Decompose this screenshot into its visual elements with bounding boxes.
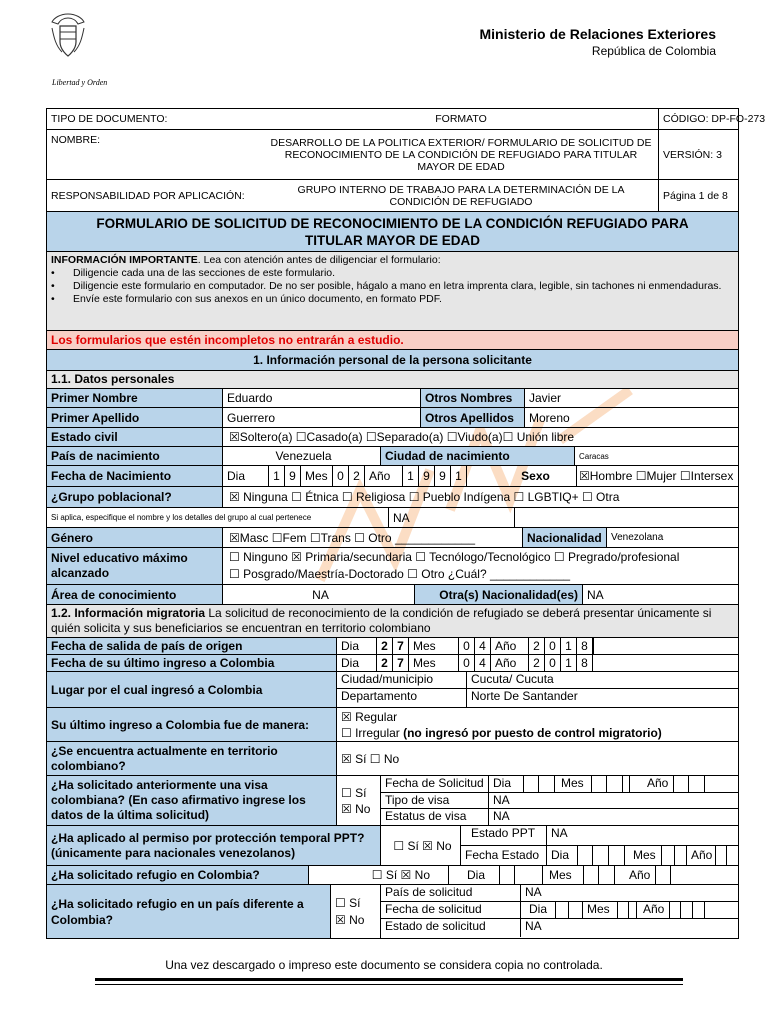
ref-pais-field[interactable]: NA bbox=[521, 885, 739, 902]
row-genero bbox=[46, 528, 739, 548]
modo-irregular-note: (no ingresó por puesto de control migratorio) bbox=[403, 725, 662, 740]
ministry-name: Ministerio de Relaciones Exteriores bbox=[479, 26, 716, 42]
section-1-2-text: La solicitud de reconocimiento de la condición de refugiado se deberá presentar únicamente si quién solicita y sus beneficiarios se encuentran en territorio colombiano bbox=[51, 606, 712, 635]
visa-mes-label: Mes bbox=[561, 776, 584, 790]
fecha-nac-anio-digit[interactable]: 1 bbox=[451, 466, 467, 486]
republic-name: República de Colombia bbox=[591, 44, 716, 58]
modo-regular: ☒ Regular bbox=[341, 709, 398, 724]
info-intro: . Lea con atención antes de diligenciar el formulario: bbox=[197, 254, 441, 266]
sexo-label: Sexo bbox=[467, 466, 577, 486]
refugio-col-mes-label: Mes bbox=[549, 868, 572, 882]
row-modo-ingreso bbox=[46, 708, 739, 742]
form-title: FORMULARIO DE SOLICITUD DE RECONOCIMIENTO DE LA CONDICIÓN REFUGIADO PARA TITULAR MAYOR DE EDAD bbox=[46, 212, 739, 252]
modo-irregular: ☐ Irregular bbox=[341, 725, 404, 740]
row-fecha-ingreso bbox=[46, 655, 739, 672]
nivel-options-line-2: ☐ Posgrado/Maestría-Doctorado ☐ Otro ¿Cuál? ____________ bbox=[229, 567, 571, 581]
doc-meta-row-3 bbox=[46, 180, 739, 212]
salida-label: Fecha de salida de país de origen bbox=[47, 638, 337, 654]
nivel-options[interactable] bbox=[223, 548, 739, 584]
fecha-nac-anio-digit[interactable]: 9 bbox=[419, 466, 435, 486]
otros-nombres-field[interactable]: Javier bbox=[529, 391, 562, 405]
row-primer-apellido bbox=[46, 408, 739, 428]
ppt-fecha-field[interactable] bbox=[547, 846, 739, 865]
salida-anio-label: Año bbox=[491, 638, 529, 654]
fecha-nac-mes-digit[interactable]: 0 bbox=[333, 466, 349, 486]
visa-tipo-label: Tipo de visa bbox=[381, 793, 489, 809]
salida-anio-digit[interactable]: 0 bbox=[545, 638, 561, 654]
genero-options[interactable]: ☒Masc ☐Fem ☐Trans ☐ Otro ____________ bbox=[223, 528, 523, 547]
ciudad-field[interactable]: Cucuta/ Cucuta bbox=[467, 672, 739, 689]
ppt-mes-label: Mes bbox=[633, 848, 656, 862]
refugio-col-fecha[interactable] bbox=[449, 866, 739, 884]
page-header bbox=[0, 0, 768, 100]
ppt-label: ¿Ha aplicado al permiso por protección temporal PPT? (únicamente para nacionales venezolanos) bbox=[47, 826, 381, 865]
row-grupo bbox=[46, 487, 739, 508]
fecha-nac-dia-digit[interactable]: 9 bbox=[285, 466, 301, 486]
ppt-fecha-label: Fecha Estado bbox=[461, 846, 547, 865]
section-1-1-title: 1.1. Datos personales bbox=[46, 371, 739, 389]
ref-pais-label: País de solicitud bbox=[381, 885, 521, 902]
motto: Libertad y Orden bbox=[52, 78, 108, 87]
footer-note: Una vez descargado o impreso este documento se considera copia no controlada. bbox=[165, 958, 603, 972]
visa-tipo-field[interactable]: NA bbox=[489, 793, 739, 809]
ingreso-dia-label: Dia bbox=[337, 655, 377, 671]
section-1-2-title bbox=[46, 605, 739, 638]
primer-apellido-label: Primer Apellido bbox=[47, 408, 223, 427]
row-estado-civil bbox=[46, 428, 739, 447]
info-title: INFORMACIÓN IMPORTANTE bbox=[51, 254, 198, 266]
visa-anio-label: Año bbox=[647, 776, 669, 790]
info-box: INFORMACIÓN IMPORTANTE. Lea con atención antes de diligenciar el formulario: • Diligencie cada una de las secciones de este formulario. • Diligencie este formulario en computador. De no ser posible, hágalo a mano en letra imprenta clara, legible, sin tachones ni enmendaduras. • Envíe este formulario con sus anexos en un único documento, en formato PDF. bbox=[46, 252, 739, 330]
row-refugio-colombia bbox=[46, 866, 739, 885]
tipo-value: FORMATO bbox=[264, 109, 659, 129]
doc-meta-row-2 bbox=[46, 130, 739, 180]
grupo-label: ¿Grupo poblacional? bbox=[47, 487, 223, 507]
salida-mes-digit[interactable]: 4 bbox=[475, 638, 491, 654]
ref-estado-label: Estado de solicitud bbox=[381, 919, 521, 937]
estado-civil-label: Estado civil bbox=[47, 428, 223, 446]
ref-fecha-label: Fecha de solicitud bbox=[381, 902, 521, 919]
nivel-options-line-1: ☐ Ninguno ☒ Primaria/secundaria ☐ Tecnólogo/Tecnológico ☐ Pregrado/profesional bbox=[229, 550, 680, 564]
refugio-col-label: ¿Ha solicitado refugio en Colombia? bbox=[47, 866, 309, 884]
lugar-label: Lugar por el cual ingresó a Colombia bbox=[47, 672, 337, 707]
salida-dia-digit[interactable]: 2 bbox=[377, 638, 393, 654]
ingreso-anio-digit[interactable]: 1 bbox=[561, 655, 577, 671]
tipo-label: TIPO DE DOCUMENTO: bbox=[51, 113, 168, 125]
info-bullet-1: Diligencie cada una de las secciones de este formulario. bbox=[73, 267, 336, 279]
coat-of-arms-logo bbox=[48, 12, 88, 62]
ingreso-anio-digit[interactable]: 0 bbox=[545, 655, 561, 671]
salida-mes-digit[interactable]: 0 bbox=[459, 638, 475, 654]
row-ppt bbox=[46, 826, 739, 866]
refugio-col-dia-label: Dia bbox=[467, 868, 486, 882]
nivel-label: Nivel educativo máximo alcanzado bbox=[47, 548, 223, 584]
ciudad-nac-label: Ciudad de nacimiento bbox=[381, 447, 575, 465]
pagina: Página 1 de 8 bbox=[663, 189, 728, 202]
ppt-estado-field[interactable]: NA bbox=[547, 826, 739, 846]
version: VERSIÓN: 3 bbox=[663, 148, 722, 161]
ingreso-mes-digit[interactable]: 4 bbox=[475, 655, 491, 671]
visa-estatus-label: Estatus de visa bbox=[381, 809, 489, 825]
doc-meta-row-1 bbox=[46, 108, 766, 130]
nombre-value: DESARROLLO DE LA POLITICA EXTERIOR/ FORMULARIO DE SOLICITUD DE RECONOCIMIENTO DE LA CONDICIÓN DE REFUGIADO PARA TITULAR MAYOR DE EDAD bbox=[264, 130, 659, 179]
row-primer-nombre bbox=[46, 389, 739, 408]
visa-no: ☒ No bbox=[341, 801, 371, 816]
salida-mes-label: Mes bbox=[409, 638, 459, 654]
primer-nombre-field[interactable]: Eduardo bbox=[223, 389, 421, 407]
genero-label: Género bbox=[47, 528, 223, 547]
otros-nombres-label: Otros Nombres bbox=[421, 389, 525, 407]
codigo: CÓDIGO: DP-FO-273 bbox=[663, 113, 766, 125]
row-lugar-ingreso bbox=[46, 672, 739, 708]
section-1-title: 1. Información personal de la persona solicitante bbox=[46, 350, 739, 371]
footer-rule bbox=[95, 978, 683, 981]
row-area bbox=[46, 585, 739, 605]
visa-estatus-field[interactable]: NA bbox=[493, 809, 510, 823]
ppt-options[interactable]: ☐ Sí ☒ No bbox=[381, 826, 461, 865]
ingreso-dia-digit[interactable]: 2 bbox=[377, 655, 393, 671]
ingreso-dia-digit[interactable]: 7 bbox=[393, 655, 409, 671]
territorio-options[interactable]: ☒ Sí ☐ No bbox=[341, 751, 400, 766]
area-field[interactable]: NA bbox=[223, 585, 415, 604]
grupo-detalle-field[interactable]: NA bbox=[389, 508, 515, 527]
otras-nac-field[interactable]: NA bbox=[587, 587, 604, 602]
ppt-dia-label: Dia bbox=[551, 848, 570, 862]
grupo-options[interactable]: ☒ Ninguna ☐ Étnica ☐ Religiosa ☐ Pueblo Indígena ☐ LGBTIQ+ ☐ Otra bbox=[229, 490, 620, 504]
visa-si: ☐ Sí bbox=[341, 785, 367, 800]
row-pais-nacimiento bbox=[46, 447, 739, 466]
row-fecha-nacimiento bbox=[46, 466, 739, 487]
ref-estado-field[interactable]: NA bbox=[525, 919, 542, 933]
row-refugio-otro bbox=[46, 885, 739, 939]
fecha-nac-mes-digit[interactable]: 2 bbox=[349, 466, 365, 486]
ingreso-anio-digit[interactable]: 8 bbox=[577, 655, 593, 671]
nombre-label: NOMBRE: bbox=[51, 134, 101, 146]
pais-nac-label: País de nacimiento bbox=[47, 447, 223, 465]
estado-civil-options[interactable]: ☒Soltero(a) ☐Casado(a) ☐Separado(a) ☐Viudo(a)☐ Unión libre bbox=[229, 430, 575, 444]
fecha-nac-mes-label: Mes bbox=[301, 466, 333, 486]
refugio-otro-si: ☐ Sí bbox=[335, 895, 361, 910]
modo-label: Su último ingreso a Colombia fue de manera: bbox=[47, 708, 337, 741]
refugio-col-options[interactable]: ☐ Sí ☒ No bbox=[309, 866, 449, 884]
grupo-detalle-label: Si aplica, especifique el nombre y los detalles del grupo al cual pertenece bbox=[47, 508, 389, 527]
area-label: Área de conocimiento bbox=[47, 585, 223, 604]
salida-dia-digit[interactable]: 7 bbox=[393, 638, 409, 654]
primer-apellido-field[interactable]: Guerrero bbox=[223, 408, 421, 427]
ppt-estado-label: Estado PPT bbox=[461, 826, 547, 846]
info-bullet-3: Envíe este formulario con sus anexos en un único documento, en formato PDF. bbox=[73, 293, 442, 305]
refugio-otro-label: ¿Ha solicitado refugio en un país diferente a Colombia? bbox=[47, 885, 331, 938]
refugio-col-anio-label: Año bbox=[629, 868, 651, 882]
visa-label: ¿Ha solicitado anteriormente una visa colombiana? (En caso afirmativo ingrese los datos de la última solicitud) bbox=[47, 776, 337, 825]
territorio-label: ¿Se encuentra actualmente en territorio colombiano? bbox=[47, 742, 337, 775]
modo-options[interactable] bbox=[337, 708, 739, 741]
depto-label: Departamento bbox=[337, 689, 467, 707]
footer-rule-thin bbox=[95, 984, 683, 985]
fecha-nac-anio-label: Año bbox=[365, 466, 403, 486]
row-nivel-educativo bbox=[46, 548, 739, 585]
refugio-otro-no: ☒ No bbox=[335, 912, 365, 927]
primer-nombre-label: Primer Nombre bbox=[47, 389, 223, 407]
ingreso-anio-digit[interactable]: 2 bbox=[529, 655, 545, 671]
info-bullet-2: Diligencie este formulario en computador. De no ser posible, hágalo a mano en letra imprenta clara, legible, sin tachones ni enmendaduras. bbox=[73, 280, 722, 292]
otros-apellidos-label: Otros Apellidos bbox=[421, 408, 525, 427]
ingreso-mes-label: Mes bbox=[409, 655, 459, 671]
resp-value: GRUPO INTERNO DE TRABAJO PARA LA DETERMINACIÓN DE LA CONDICIÓN DE REFUGIADO bbox=[264, 180, 659, 211]
refugio-otro-options[interactable] bbox=[331, 885, 381, 938]
salida-anio-digit[interactable]: 2 bbox=[529, 638, 545, 654]
ref-dia-label: Dia bbox=[529, 902, 548, 916]
ciudad-label: Ciudad/municipio bbox=[337, 672, 467, 689]
ingreso-anio-label: Año bbox=[491, 655, 529, 671]
ref-fecha-field[interactable] bbox=[521, 902, 739, 919]
visa-fecha-label: Fecha de Solicitud bbox=[381, 776, 489, 793]
salida-anio-digit[interactable]: 1 bbox=[561, 638, 577, 654]
sexo-options[interactable]: ☒Hombre ☐Mujer ☐Intersex bbox=[579, 469, 734, 483]
row-territorio bbox=[46, 742, 739, 776]
row-visa bbox=[46, 776, 739, 826]
depto-field[interactable]: Norte De Santander bbox=[471, 689, 578, 703]
salida-anio-digit[interactable]: 8 bbox=[577, 638, 593, 654]
warning-banner: Los formularios que estén incompletos no entrarán a estudio. bbox=[46, 330, 739, 350]
ingreso-mes-digit[interactable]: 0 bbox=[459, 655, 475, 671]
otros-apellidos-field[interactable]: Moreno bbox=[529, 410, 570, 425]
nacionalidad-label: Nacionalidad bbox=[523, 528, 607, 547]
visa-options[interactable] bbox=[337, 776, 381, 825]
ppt-anio-label: Año bbox=[691, 848, 713, 862]
ref-mes-label: Mes bbox=[587, 902, 610, 916]
fecha-nac-anio-digit[interactable]: 9 bbox=[435, 466, 451, 486]
ciudad-nac-field[interactable]: Caracas bbox=[579, 451, 609, 461]
otras-nac-label: Otra(s) Nacionalidad(es) bbox=[415, 585, 583, 604]
section-1-2-heading: 1.2. Información migratoria bbox=[51, 606, 206, 620]
row-grupo-detalle bbox=[46, 508, 739, 528]
visa-dia-label: Dia bbox=[493, 776, 512, 790]
resp-label: RESPONSABILIDAD POR APLICACIÓN: bbox=[51, 189, 245, 202]
fecha-nac-anio-digit[interactable]: 1 bbox=[403, 466, 419, 486]
nacionalidad-field[interactable]: Venezolana bbox=[611, 532, 664, 543]
salida-dia-label: Dia bbox=[337, 638, 377, 654]
row-fecha-salida bbox=[46, 638, 739, 655]
ref-anio-label: Año bbox=[643, 902, 665, 916]
fecha-nac-dia-digit[interactable]: 1 bbox=[269, 466, 285, 486]
fecha-nac-label: Fecha de Nacimiento bbox=[47, 466, 223, 486]
ingreso-label: Fecha de su último ingreso a Colombia bbox=[47, 655, 337, 671]
visa-fecha-field[interactable] bbox=[489, 776, 739, 793]
pais-nac-field[interactable]: Venezuela bbox=[223, 447, 381, 465]
fecha-nac-dia-label: Dia bbox=[223, 466, 269, 486]
